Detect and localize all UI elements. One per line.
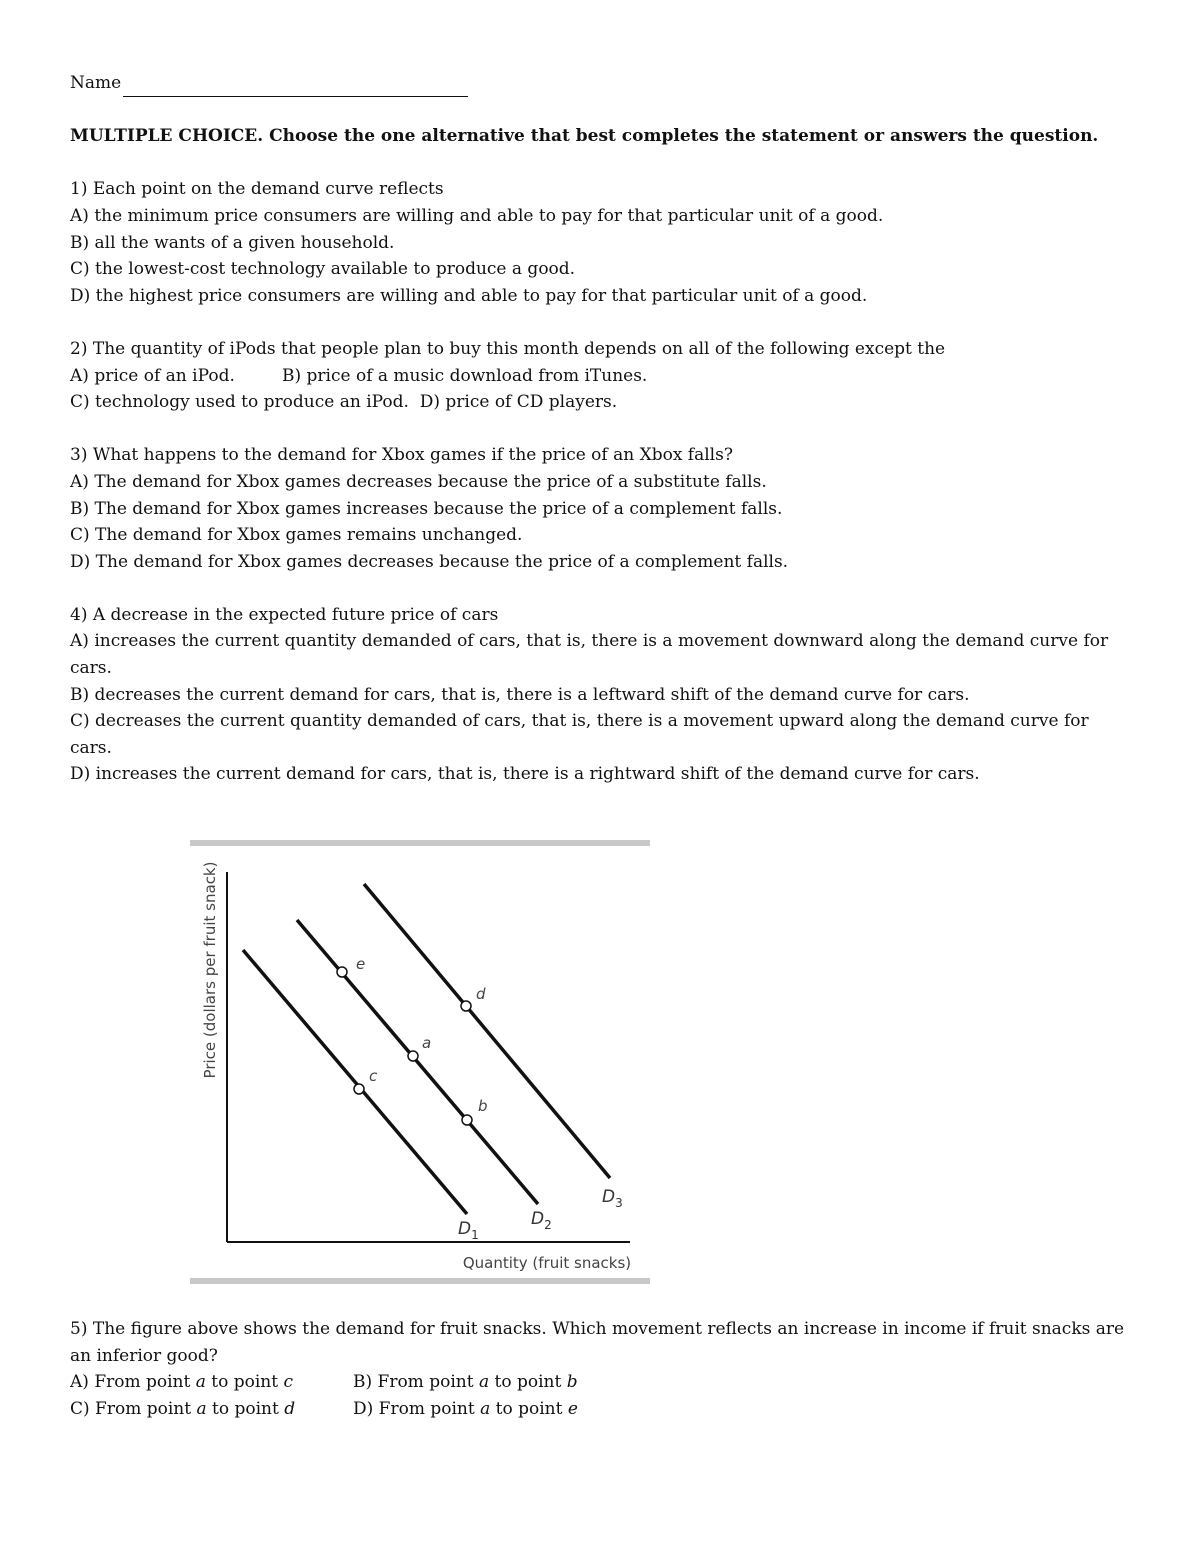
question-1-option-b: B) all the wants of a given household. [70, 232, 395, 253]
question-1-option-d: D) the highest price consumers are willing and able to pay for that particular unit of a good. [70, 285, 868, 306]
name-row [70, 70, 1130, 97]
figure-top-rule [190, 840, 650, 846]
question-5-option-a: A) From point a to point c [70, 1372, 294, 1393]
point-a-marker [408, 1051, 418, 1061]
question-1 [70, 176, 1130, 309]
demand-curve-diagram [190, 838, 652, 1288]
question-5-option-d: D) From point a to point e [353, 1398, 578, 1419]
question-4-option-b: B) decreases the current demand for cars, that is, there is a leftward shift of the demand curve for cars. [70, 684, 970, 705]
point-c-label: c [369, 1067, 378, 1085]
question-4 [70, 602, 1130, 788]
question-4-option-a: A) increases the current quantity demanded of cars, that is, there is a movement downward along the demand curve for cars. [70, 631, 1109, 679]
point-a-label: a [422, 1034, 432, 1052]
question-1-stem: 1) Each point on the demand curve reflects [70, 179, 444, 200]
question-3-stem: 3) What happens to the demand for Xbox games if the price of an Xbox falls? [70, 445, 733, 466]
question-2-option-c: C) technology used to produce an iPod. [70, 392, 409, 413]
question-2-option-b: B) price of a music download from iTunes. [282, 365, 648, 386]
name-blank-line [123, 76, 468, 97]
question-4-option-c: C) decreases the current quantity demanded of cars, that is, there is a movement upward along the demand curve for cars. [70, 711, 1089, 758]
point-b-label: b [478, 1097, 488, 1115]
question-3 [70, 442, 1130, 575]
question-1-option-c: C) the lowest-cost technology available to produce a good. [70, 259, 576, 280]
worksheet [70, 70, 1130, 788]
name-label: Name [70, 73, 122, 93]
point-b-marker [462, 1115, 472, 1125]
question-5-option-c: C) From point a to point d [70, 1398, 296, 1419]
question-3-option-a: A) The demand for Xbox games decreases because the price of a substitute falls. [70, 471, 767, 492]
question-3-option-b: B) The demand for Xbox games increases because the price of a complement falls. [70, 498, 783, 519]
point-c-marker [354, 1084, 364, 1094]
point-e-marker [337, 967, 347, 977]
question-5 [70, 1316, 1130, 1422]
point-d-marker [461, 1001, 471, 1011]
question-3-option-c: C) The demand for Xbox games remains unchanged. [70, 525, 523, 546]
y-axis-label: Price (dollars per fruit snack) [201, 861, 219, 1079]
question-1-option-a: A) the minimum price consumers are willing and able to pay for that particular unit of a good. [70, 205, 884, 226]
question-2-option-a: A) price of an iPod. [70, 365, 235, 386]
curve-label-d3: $D_3$ [602, 1187, 623, 1210]
question-5-stem: 5) The figure above shows the demand for fruit snacks. Which movement reflects an increase in income if fruit snacks are an inferior good? [70, 1319, 1125, 1366]
question-2-stem: 2) The quantity of iPods that people plan to buy this month depends on all of the following except the [70, 338, 946, 359]
question-4-stem: 4) A decrease in the expected future price of cars [70, 604, 499, 625]
question-5-option-b: B) From point a to point b [353, 1372, 578, 1393]
point-e-label: e [356, 955, 366, 973]
figure-bottom-rule [190, 1278, 650, 1284]
demand-curve-figure [190, 838, 652, 1288]
curve-label-d2: $D_2$ [531, 1209, 552, 1232]
demand-curve-d2 [297, 920, 538, 1204]
question-3-option-d: D) The demand for Xbox games decreases because the price of a complement falls. [70, 551, 789, 572]
point-d-label: d [476, 985, 486, 1003]
x-axis-label: Quantity (fruit snacks) [462, 1254, 632, 1272]
instructions: MULTIPLE CHOICE. Choose the one alternative that best completes the statement or answers the question. [70, 126, 1099, 147]
question-2-option-d: D) price of CD players. [419, 392, 618, 413]
question-2 [70, 336, 1130, 416]
curve-label-d1: $D_1$ [458, 1219, 479, 1242]
question-4-option-d: D) increases the current demand for cars, that is, there is a rightward shift of the demand curve for cars. [70, 764, 980, 785]
